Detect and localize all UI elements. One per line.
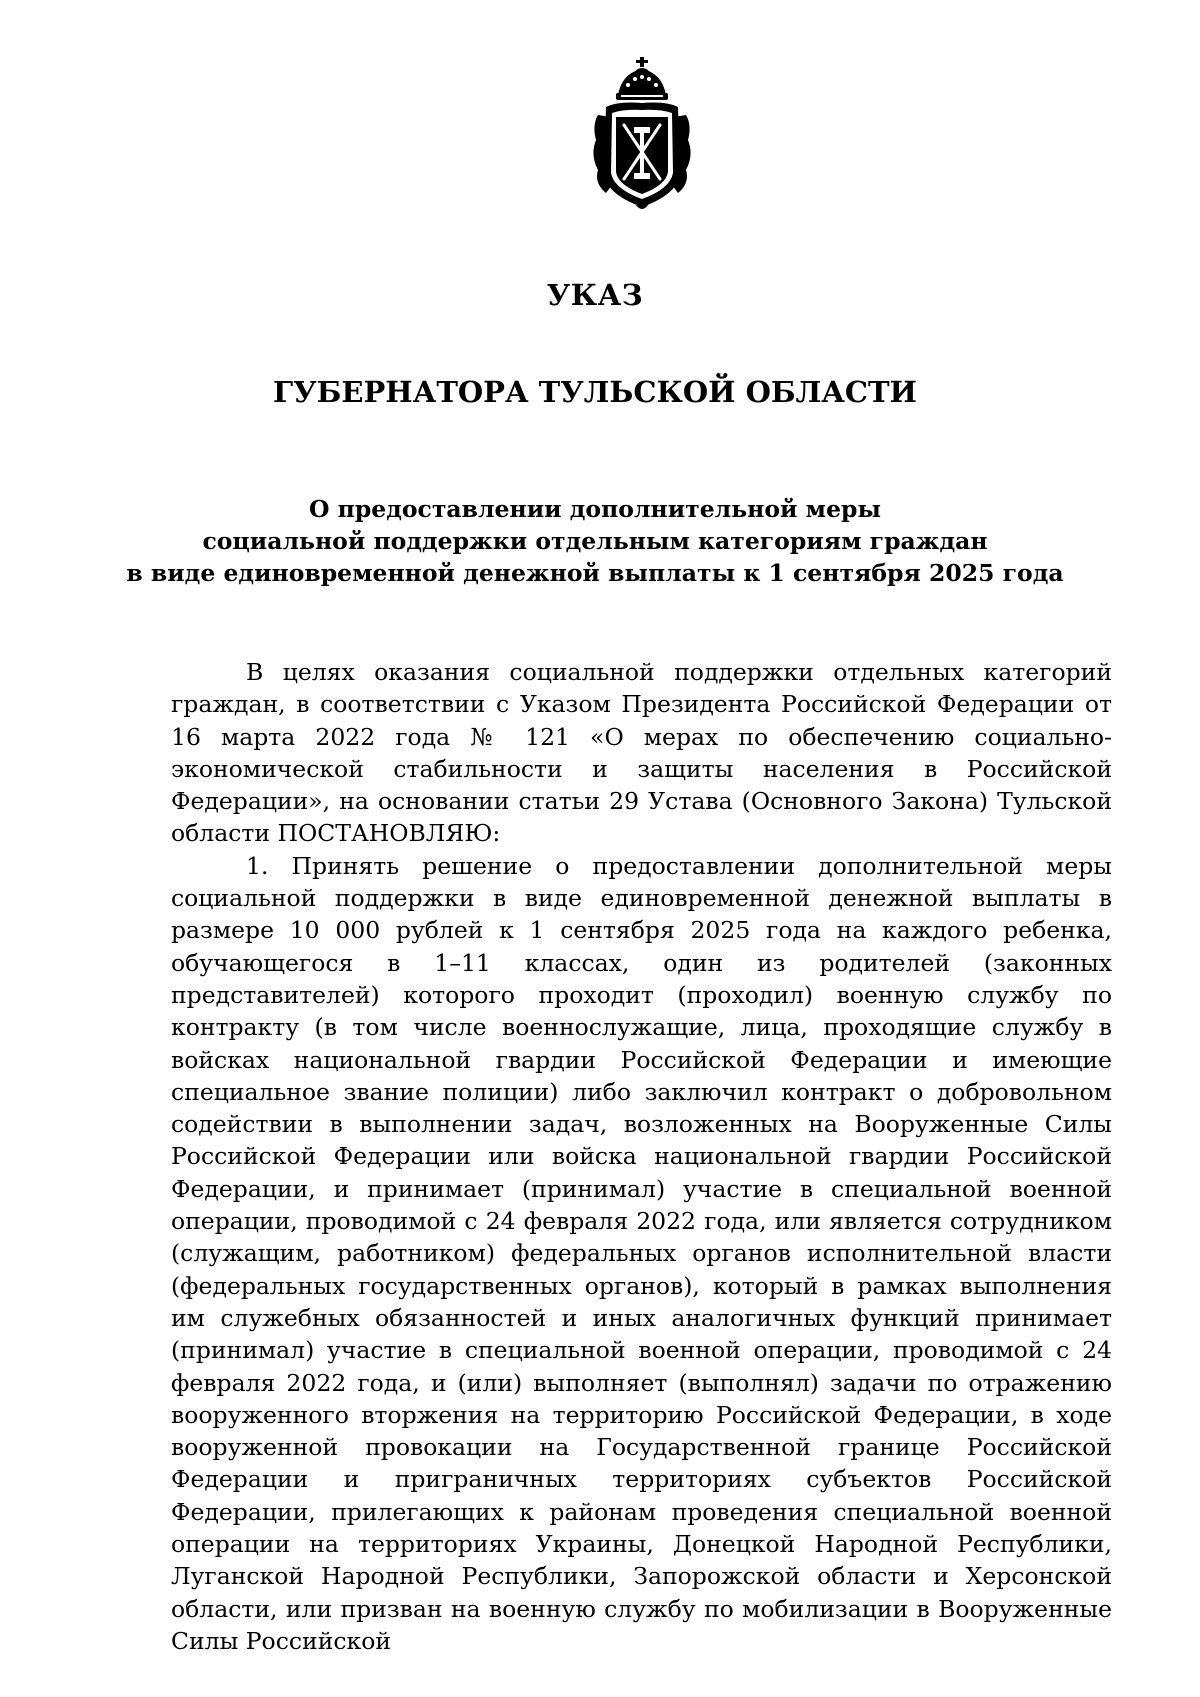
- preamble-paragraph: В целях оказания социальной поддержки отдельных категорий граждан, в соответствии с Указом Президента Российской Федерации от 16 марта 2022 года № 121 «О мерах по обеспечению социально-экономической стабильности и защиты населения в Российской Федерации», на основании статьи 29 Устава (Основного Закона) Тульской области ПОСТАНОВЛЯЮ:: [171, 658, 1112, 848]
- title-line: социальной поддержки отдельным категориям граждан: [202, 527, 988, 555]
- item-1-paragraph: 1. Принять решение о предоставлении дополнительной меры социальной поддержки в виде единовременной денежной выплаты в размере 10 000 рублей к 1 сентября 2025 года на каждого ребенка, обучающегося в 1–11 классах, один из родителей (законных представителей) которого проходит (проходил) военную службу по контракту (в том числе военнослужащие, лица, проходящие службу в войсках национальной гвардии Российской Федерации и имеющие специальное звание полиции) либо заключил контракт о добровольном содействии в выполнении задач, возложенных на Вооруженные Силы Российской Федерации или войска национальной гвардии Российской Федерации, и принимает (принимал) участие в специальной военной операции, проводимой с 24 февраля 2022 года, или является сотрудником (служащим, работником) федеральных органов исполнительной власти (федеральных государственных органов), который в рамках выполнения им служебных обязанностей и иных аналогичных функций принимает (принимал) участие в специальной военной операции, проводимой с 24 февраля 2022 года, и (или) выполняет (выполнял) задачи по отражению вооруженного вторжения на территорию Российской Федерации, в ходе вооруженной провокации на Государственной границе Российской Федерации и приграничных территориях субъектов Российской Федерации, прилегающих к районам проведения специальной военной операции на территориях Украины, Донецкой Народной Республики, Луганской Народной Республики, Запорожской области и Херсонской области, или призван на военную службу по мобилизации в Вооруженные Силы Российской: [171, 851, 1112, 1655]
- title-line: О предоставлении дополнительной меры: [308, 495, 882, 523]
- document-title: [0, 493, 1190, 589]
- issuer-heading: ГУБЕРНАТОРА ТУЛЬСКОЙ ОБЛАСТИ: [273, 375, 917, 409]
- document-body: [171, 656, 1112, 1657]
- coat-of-arms-emblem: [588, 55, 696, 213]
- document-type-heading: УКАЗ: [546, 278, 644, 312]
- title-line: в виде единовременной денежной выплаты к 1 сентября 2025 года: [126, 559, 1064, 587]
